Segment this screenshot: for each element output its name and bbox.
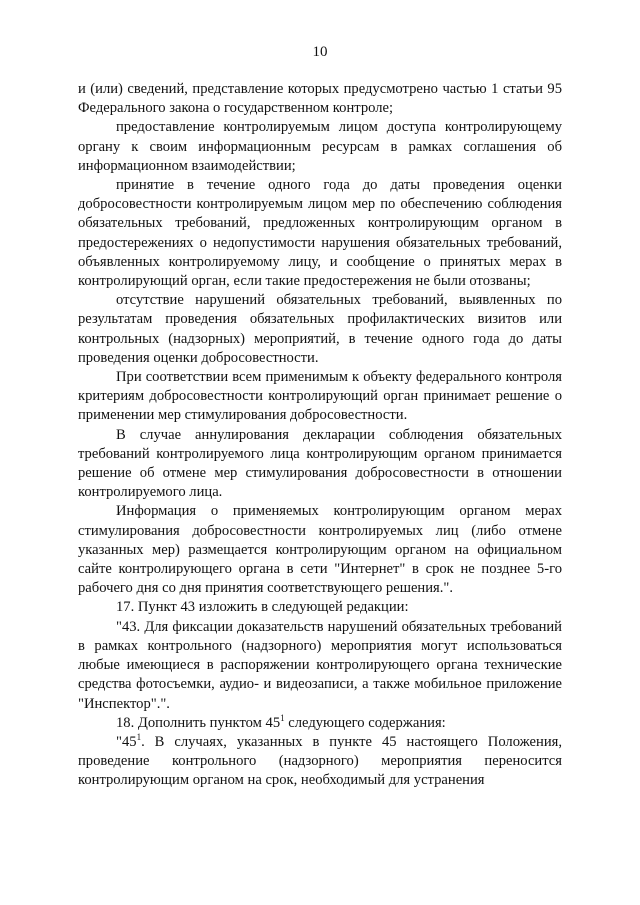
paragraph: 17. Пункт 43 изложить в следующей редакции: [116,599,409,616]
paragraph: В случае аннулирования декларации соблюдения обязательных требований контролируемого лица контролирующим органом принимается решение об отмене мер стимулирования добросовестности в отношении контролируемого лица. [78,426,562,501]
paragraph-item-18 [78,714,562,733]
paragraph-item-45-1 [78,733,562,791]
item-45-1-text: "45 [116,733,137,750]
document-body [78,80,562,791]
paragraph: Информация о применяемых контролирующим органом мерах стимулирования добросовестности контролируемых лиц (либо отмене указанных мер) размещается контролирующим органом на официальном сайте контролирующего органа в сети "Интернет" в срок не позднее 5-го рабочего дня со дня принятия соответствующего решения.". [78,503,562,597]
paragraph: При соответствии всем применимым к объекту федерального контроля критериям добросовестности контролирующий орган принимает решение о применении мер стимулирования добросовестности. [78,369,562,424]
paragraph: предоставление контролируемым лицом доступа контролирующему органу к своим информационным ресурсам в рамках соглашения об информационном взаимодействии; [78,119,562,174]
paragraph: и (или) сведений, представление которых предусмотрено частью 1 статьи 95 Федерального закона о государственном контроле; [78,81,562,117]
paragraph: "43. Для фиксации доказательств нарушений обязательных требований в рамках контрольного (надзорного) мероприятия могут использоваться любые имеющиеся в распоряжении контролирующего органа технические средства фотосъемки, аудио- и видеозаписи, а также мобильное приложение "Инспектор".". [78,618,562,712]
page-number: 10 [312,44,328,60]
item-18-superscript: 1 [280,712,285,723]
item-18-text: 18. Дополнить пунктом 45 [116,714,281,731]
item-18-text-end: следующего содержания: [284,714,446,731]
paragraph: принятие в течение одного года до даты проведения оценки добросовестности контролируемым лицом мер по обеспечению соблюдения обязательных требований, предложенных контролирующим органом в предостережениях о недопустимости нарушения обязательных требований, объявленных контролируемому лицу, и сообщение о принятых мерах в контролирующий орган, если такие предостережения не были отозваны; [78,177,562,290]
item-45-1-text-end: . В случаях, указанных в пункте 45 настоящего Положения, проведение контрольного (надзорного) мероприятия переносится контролирующим органом на срок, необходимый для устранения [78,733,562,789]
item-45-1-superscript: 1 [136,732,142,743]
paragraph: отсутствие нарушений обязательных требований, выявленных по результатам проведения обязательных профилактических визитов или контрольных (надзорных) мероприятий, в течение одного года до даты проведения оценки добросовестности. [78,292,562,366]
